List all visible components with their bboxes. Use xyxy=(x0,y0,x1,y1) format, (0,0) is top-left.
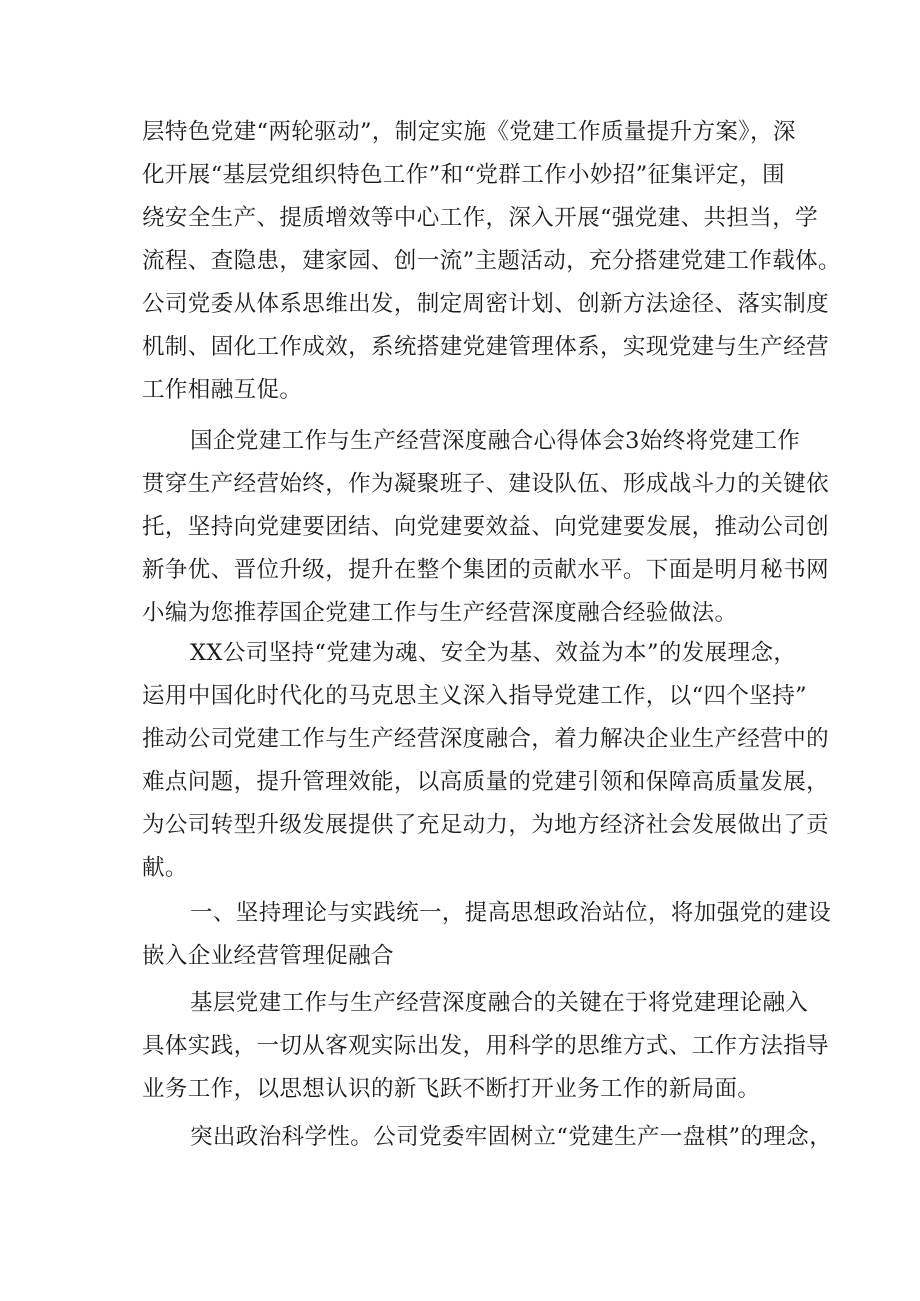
heading-line: 一、坚持理论与实践统一，提高思想政治站位，将加强党的建设 xyxy=(190,900,832,926)
text-line: 托，坚持向党建要团结、向党建要效益、向党建要发展，推动公司创 xyxy=(142,514,830,540)
text-line: 难点问题，提升管理效能，以高质量的党建引领和保障高质量发展， xyxy=(142,769,830,795)
text-line: 化开展“基层党组织特色工作”和“党群工作小妙招”征集评定，围 xyxy=(142,162,786,188)
text-line: 运用中国化时代化的马克思主义深入指导党建工作，以“四个坚持” xyxy=(142,683,808,709)
text-line: 层特色党建“两轮驱动”，制定实施《党建工作质量提升方案》，深 xyxy=(142,119,796,145)
text-line: 国企党建工作与生产经营深度融合心得体会3始终将党建工作 xyxy=(190,428,801,454)
text-line: 业务工作，以思想认识的新飞跃不断打开业务工作的新局面。 xyxy=(142,1076,761,1102)
text-line: 突出政治科学性。公司党委牢固树立“党建生产一盘棋”的理念， xyxy=(190,1124,833,1150)
text-line: 为公司转型升级发展提供了充足动力，为地方经济社会发展做出了贡 xyxy=(142,812,830,838)
text-line: 新争优、晋位升级，提升在整个集团的贡献水平。下面是明月秘书网 xyxy=(142,557,830,583)
text-line: 献。 xyxy=(142,855,188,881)
text-line: 流程、查隐患，建家园、创一流”主题活动，充分搭建党建工作载体。 xyxy=(142,248,841,274)
heading-line: 嵌入企业经营管理促融合 xyxy=(142,943,394,969)
text-line: 小编为您推荐国企党建工作与生产经营深度融合经验做法。 xyxy=(142,600,738,626)
text-line: 机制、固化工作成效，系统搭建党建管理体系，实现党建与生产经营 xyxy=(142,334,830,360)
text-line: XX公司坚持“党建为魂、安全为基、效益为本”的发展理念， xyxy=(190,640,797,666)
text-line: 具体实践，一切从客观实际出发，用科学的思维方式、工作方法指导 xyxy=(142,1033,830,1059)
text-line: 基层党建工作与生产经营深度融合的关键在于将党建理论融入 xyxy=(190,990,809,1016)
text-line: 推动公司党建工作与生产经营深度融合，着力解决企业生产经营中的 xyxy=(142,726,830,752)
text-line: 公司党委从体系思维出发，制定周密计划、创新方法途径、落实制度 xyxy=(142,291,830,317)
text-line: 工作相融互促。 xyxy=(142,377,303,403)
text-line: 绕安全生产、提质增效等中心工作，深入开展“强党建、共担当，学 xyxy=(142,205,819,231)
text-line: 贯穿生产经营始终，作为凝聚班子、建设队伍、形成战斗力的关键依 xyxy=(142,471,830,497)
